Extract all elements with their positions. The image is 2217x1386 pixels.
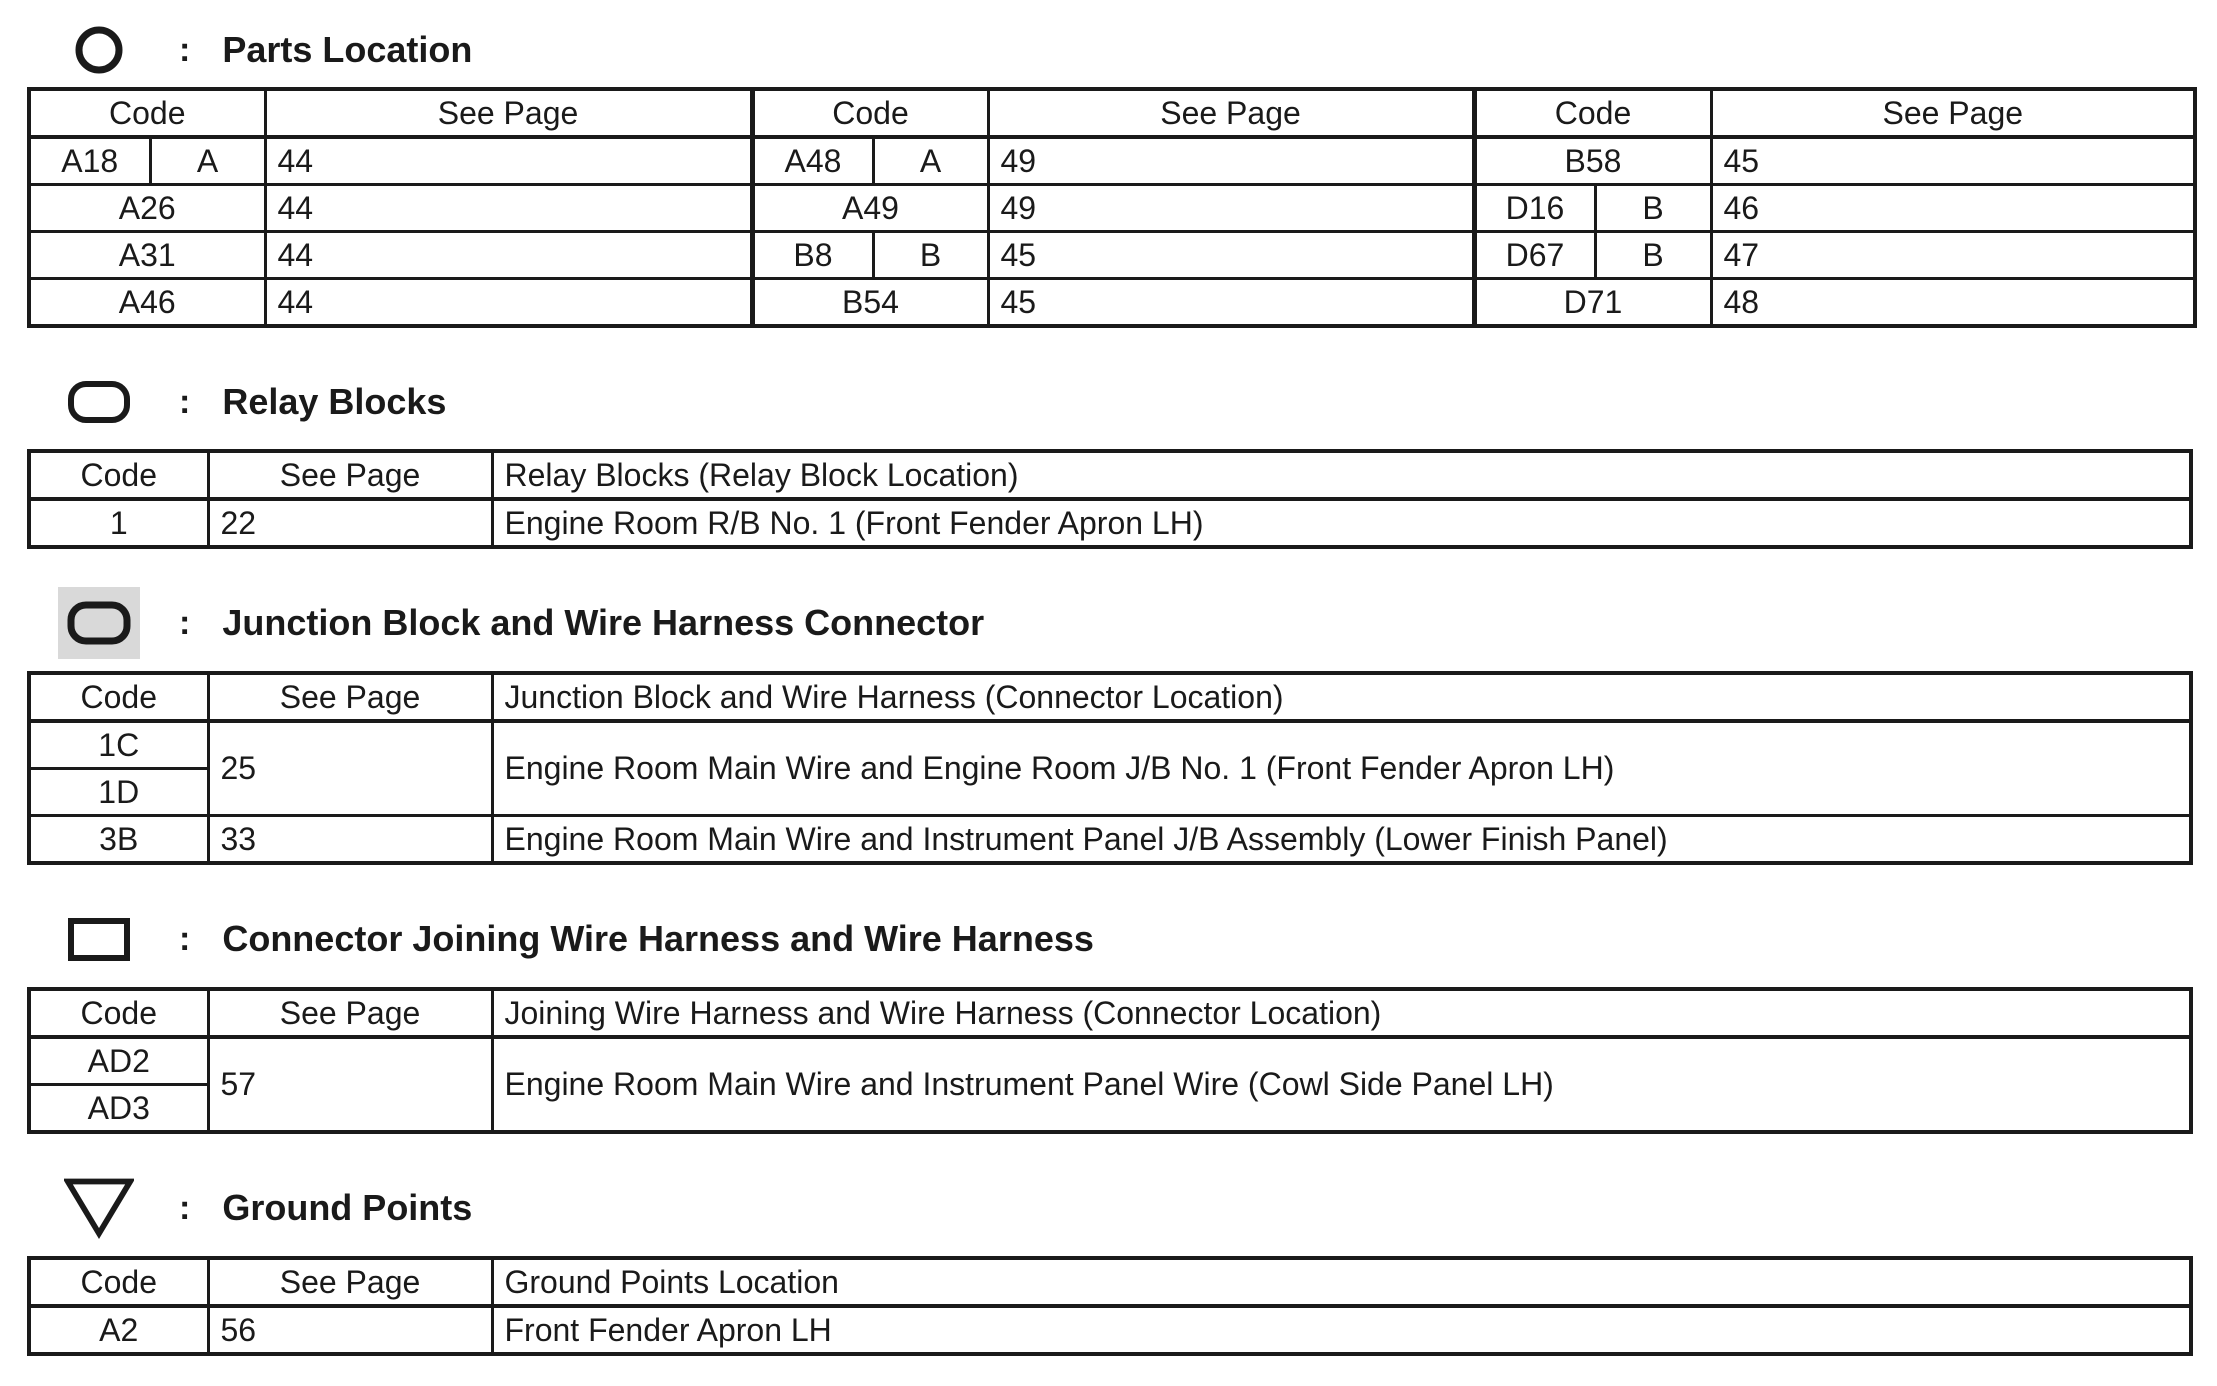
code-cell: A18: [29, 137, 150, 185]
code-cell: A49: [752, 185, 988, 232]
code-cell: D16: [1474, 185, 1595, 232]
section-title: Parts Location: [222, 29, 473, 70]
column-header: Code: [1474, 89, 1711, 137]
connector-letter-cell: A: [873, 137, 988, 185]
code-cell: 1: [29, 499, 208, 547]
shaded-rounded-rectangle-icon: [58, 587, 140, 659]
page-cell: 44: [265, 232, 752, 279]
table-row: [29, 499, 2191, 547]
rounded-rectangle-icon: [64, 367, 134, 437]
code-cell: 1D: [29, 769, 208, 816]
heading-colon: :: [179, 603, 191, 642]
table-header-row: [29, 89, 2195, 137]
connector-letter-cell: B: [1595, 185, 1711, 232]
page-cell: 44: [265, 279, 752, 327]
section-title: Junction Block and Wire Harness Connector: [222, 602, 985, 643]
code-cell: D67: [1474, 232, 1595, 279]
parts-location-table: [27, 87, 2197, 328]
code-cell: A2: [29, 1306, 208, 1354]
column-header: Junction Block and Wire Harness (Connector Location): [492, 673, 2191, 721]
heading-colon: :: [179, 382, 191, 421]
page-cell: 45: [1711, 137, 2195, 185]
page-cell: 49: [988, 137, 1474, 185]
column-header: Joining Wire Harness and Wire Harness (Connector Location): [492, 989, 2191, 1037]
column-header: Code: [29, 989, 208, 1037]
location-cell: Engine Room R/B No. 1 (Front Fender Apron LH): [492, 499, 2191, 547]
table-row: [29, 279, 2195, 327]
code-cell: AD3: [29, 1085, 208, 1133]
connector-joining-table: [27, 987, 2193, 1134]
table-header-row: [29, 673, 2191, 721]
connector-joining-heading: [64, 903, 1764, 975]
column-header: See Page: [1711, 89, 2195, 137]
table-row: [29, 1037, 2191, 1085]
heading-colon: :: [179, 919, 191, 958]
table-header-row: [29, 989, 2191, 1037]
page-cell: 33: [208, 816, 492, 864]
column-header: Code: [29, 673, 208, 721]
column-header: Code: [29, 1258, 208, 1306]
column-header: See Page: [208, 451, 492, 499]
section-title: Connector Joining Wire Harness and Wire Harness: [222, 918, 1094, 959]
column-header: See Page: [208, 1258, 492, 1306]
ground-points-table: [27, 1256, 2193, 1356]
down-triangle-icon: [64, 1173, 134, 1243]
table-row: [29, 1306, 2191, 1354]
code-cell: B58: [1474, 137, 1711, 185]
page-cell: 25: [208, 721, 492, 816]
ground-points-heading: [64, 1172, 1764, 1244]
page-cell: 48: [1711, 279, 2195, 327]
code-cell: A26: [29, 185, 265, 232]
code-cell: 1C: [29, 721, 208, 769]
column-header: Code: [752, 89, 988, 137]
connector-letter-cell: B: [873, 232, 988, 279]
table-row: [29, 137, 2195, 185]
page-cell: 45: [988, 279, 1474, 327]
heading-colon: :: [179, 30, 191, 69]
connector-letter-cell: A: [150, 137, 265, 185]
code-cell: A31: [29, 232, 265, 279]
column-header: See Page: [265, 89, 752, 137]
code-cell: A48: [752, 137, 873, 185]
location-cell: Engine Room Main Wire and Engine Room J/B No. 1 (Front Fender Apron LH): [492, 721, 2191, 816]
page-cell: 44: [265, 185, 752, 232]
table-header-row: [29, 451, 2191, 499]
table-header-row: [29, 1258, 2191, 1306]
code-cell: 3B: [29, 816, 208, 864]
table-row: [29, 185, 2195, 232]
location-cell: Engine Room Main Wire and Instrument Panel Wire (Cowl Side Panel LH): [492, 1037, 2191, 1132]
code-cell: D71: [1474, 279, 1711, 327]
parts-location-heading: [64, 14, 1764, 86]
page-cell: 44: [265, 137, 752, 185]
code-cell: B8: [752, 232, 873, 279]
table-row: [29, 816, 2191, 864]
junction-block-table: [27, 671, 2193, 865]
column-header: Code: [29, 451, 208, 499]
table-row: [29, 721, 2191, 769]
page-cell: 56: [208, 1306, 492, 1354]
relay-blocks-heading: [64, 366, 1764, 438]
column-header: Relay Blocks (Relay Block Location): [492, 451, 2191, 499]
column-header: Code: [29, 89, 265, 137]
table-row: [29, 232, 2195, 279]
code-cell: B54: [752, 279, 988, 327]
column-header: See Page: [208, 673, 492, 721]
column-header: See Page: [208, 989, 492, 1037]
page-cell: 45: [988, 232, 1474, 279]
rectangle-icon: [64, 904, 134, 974]
location-cell: Front Fender Apron LH: [492, 1306, 2191, 1354]
section-title: Ground Points: [222, 1187, 473, 1228]
location-cell: Engine Room Main Wire and Instrument Panel J/B Assembly (Lower Finish Panel): [492, 816, 2191, 864]
page-cell: 46: [1711, 185, 2195, 232]
page-cell: 22: [208, 499, 492, 547]
relay-blocks-table: [27, 449, 2193, 549]
page-cell: 57: [208, 1037, 492, 1132]
junction-block-heading: [64, 587, 1764, 659]
column-header: Ground Points Location: [492, 1258, 2191, 1306]
page-cell: 47: [1711, 232, 2195, 279]
code-cell: A46: [29, 279, 265, 327]
section-title: Relay Blocks: [222, 381, 447, 422]
heading-colon: :: [179, 1188, 191, 1227]
connector-letter-cell: B: [1595, 232, 1711, 279]
circle-icon: [64, 15, 134, 85]
page-cell: 49: [988, 185, 1474, 232]
column-header: See Page: [988, 89, 1474, 137]
code-cell: AD2: [29, 1037, 208, 1085]
